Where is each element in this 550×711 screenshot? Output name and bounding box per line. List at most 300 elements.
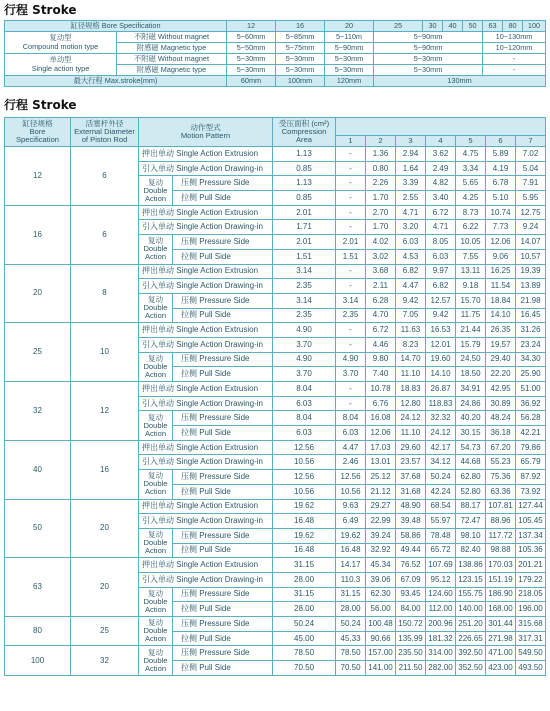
bore-cell: 40 <box>443 21 463 32</box>
value-cell: 12.75 <box>516 205 546 220</box>
value-cell: 34.12 <box>426 455 456 470</box>
value-cell: 65.79 <box>516 455 546 470</box>
bore-cell: 20 <box>325 21 374 32</box>
rod-header: 活塞杆外径 External Diameter of Piston Rod <box>71 118 139 147</box>
bore-cell: 32 <box>5 382 71 441</box>
value-cell: 1.70 <box>366 191 396 206</box>
motion-header: 动作型式 Motion Pattern <box>139 118 273 147</box>
pressure-side-label: 压侧 Pressure Side <box>173 528 273 543</box>
area-cell: 19.62 <box>273 528 336 543</box>
sub-type-label: 附感磁 Magnetic type <box>117 43 227 54</box>
value-cell: 9.63 <box>336 499 366 514</box>
value-cell: 9.97 <box>426 264 456 279</box>
value-cell: 118.83 <box>426 396 456 411</box>
area-cell: 45.00 <box>273 631 336 646</box>
stroke-cell: 5~30mm <box>325 65 374 76</box>
value-cell: 271.98 <box>486 631 516 646</box>
value-cell: 314.00 <box>426 646 456 661</box>
sub-type-label: 不附磁 Without magnet <box>117 32 227 43</box>
value-cell: 45.34 <box>366 558 396 573</box>
value-cell: 181.32 <box>426 631 456 646</box>
value-cell: 19.60 <box>426 352 456 367</box>
value-cell: 352.50 <box>456 661 486 676</box>
section1-title: 行程 Stroke <box>4 3 77 17</box>
stroke-cell: 5~85mm <box>276 32 325 43</box>
value-cell: 93.45 <box>396 587 426 602</box>
value-cell: 23.57 <box>396 455 426 470</box>
double-action-label: 复动 Double Action <box>139 411 173 440</box>
bore-header: 缸径规格 Bore Specification <box>5 118 71 147</box>
value-cell: 21.98 <box>516 293 546 308</box>
value-cell: 55.97 <box>426 514 456 529</box>
value-cell: 21.12 <box>366 484 396 499</box>
stroke-cell: 5~90mm <box>374 43 483 54</box>
value-cell: 28.00 <box>336 602 366 617</box>
value-cell: 4.47 <box>396 279 426 294</box>
value-cell: 6.22 <box>456 220 486 235</box>
stroke-cell: - <box>483 65 546 76</box>
value-cell: 6.49 <box>336 514 366 529</box>
table-row <box>5 323 546 338</box>
compound-type-label: 复动型 Compound motion type <box>5 32 117 54</box>
value-cell: 36.18 <box>486 426 516 441</box>
rod-cell: 20 <box>71 499 139 558</box>
value-cell: 42.21 <box>516 426 546 441</box>
value-cell: 493.50 <box>516 661 546 676</box>
value-cell: 70.50 <box>336 661 366 676</box>
value-cell: 2.11 <box>366 279 396 294</box>
value-cell: 110.3 <box>336 572 366 587</box>
value-cell: 14.10 <box>486 308 516 323</box>
value-cell: 8.05 <box>426 235 456 250</box>
value-cell: 50.24 <box>426 470 456 485</box>
value-cell: 2.35 <box>336 308 366 323</box>
value-cell: 23.24 <box>516 337 546 352</box>
area-cell: 1.13 <box>273 176 336 191</box>
value-cell: 168.00 <box>486 602 516 617</box>
bore-cell: 16 <box>276 21 325 32</box>
value-cell: - <box>336 337 366 352</box>
value-cell: 55.23 <box>486 455 516 470</box>
pressure-side-label: 压侧 Pressure Side <box>173 352 273 367</box>
value-cell: 37.68 <box>396 470 426 485</box>
area-cell: 4.90 <box>273 323 336 338</box>
value-cell: - <box>336 323 366 338</box>
motion-label: 引入单动 Single Action Drawing-in <box>139 161 273 176</box>
value-cell: 10.74 <box>486 205 516 220</box>
value-cell: 3.70 <box>336 367 366 382</box>
pull-side-label: 拉侧 Pull Side <box>173 249 273 264</box>
rod-cell: 20 <box>71 558 139 617</box>
motion-label: 押出单动 Single Action Extrusion <box>139 499 273 514</box>
value-cell: 117.72 <box>486 528 516 543</box>
value-cell: 179.22 <box>516 572 546 587</box>
value-cell: 4.19 <box>486 161 516 176</box>
value-cell: 4.71 <box>426 220 456 235</box>
value-cell: 2.49 <box>426 161 456 176</box>
value-cell: 6.72 <box>366 323 396 338</box>
area-cell: 6.03 <box>273 396 336 411</box>
value-cell: 11.54 <box>486 279 516 294</box>
value-cell: 62.80 <box>456 470 486 485</box>
value-cell: 63.36 <box>486 484 516 499</box>
stroke-cell: 5~75mm <box>276 43 325 54</box>
value-cell: 6.03 <box>396 235 426 250</box>
value-cell: 10.56 <box>336 484 366 499</box>
value-cell: 12.56 <box>336 470 366 485</box>
value-cell: 6.72 <box>426 205 456 220</box>
bore-cell: 12 <box>5 147 71 206</box>
value-cell: 3.34 <box>456 161 486 176</box>
value-cell: 8.04 <box>336 411 366 426</box>
value-cell: 6.28 <box>366 293 396 308</box>
value-cell: 79.86 <box>516 440 546 455</box>
sub-type-label: 附感磁 Magnetic type <box>117 65 227 76</box>
value-cell: 2.94 <box>396 147 426 162</box>
value-cell: - <box>336 264 366 279</box>
value-cell: 84.00 <box>396 602 426 617</box>
bore-cell: 40 <box>5 440 71 499</box>
table-row <box>5 264 546 279</box>
value-cell: 5.10 <box>486 191 516 206</box>
value-cell: 13.11 <box>456 264 486 279</box>
value-cell: 22.99 <box>366 514 396 529</box>
double-action-label: 复动 Double Action <box>139 587 173 616</box>
pressure-side-label: 压侧 Pressure Side <box>173 587 273 602</box>
area-header: 受压面积 (cm²) Compression Area <box>273 118 336 147</box>
value-cell: 9.80 <box>366 352 396 367</box>
value-cell: 26.87 <box>426 382 456 397</box>
value-cell: 67.20 <box>486 440 516 455</box>
double-action-label: 复动 Double Action <box>139 470 173 499</box>
value-cell: 11.10 <box>396 426 426 441</box>
value-cell: 42.24 <box>426 484 456 499</box>
area-cell: 3.14 <box>273 264 336 279</box>
table-row <box>5 382 546 397</box>
value-cell: 4.25 <box>456 191 486 206</box>
motion-label: 押出单动 Single Action Extrusion <box>139 147 273 162</box>
value-cell: 68.54 <box>426 499 456 514</box>
pull-side-label: 拉侧 Pull Side <box>173 484 273 499</box>
stroke-cell: 10~130mm <box>483 32 546 43</box>
rod-cell: 10 <box>71 323 139 382</box>
stroke-cell: 5~30mm <box>276 65 325 76</box>
value-cell: 13.01 <box>366 455 396 470</box>
value-cell: 11.75 <box>456 308 486 323</box>
area-cell: 2.35 <box>273 308 336 323</box>
value-cell: 12.57 <box>426 293 456 308</box>
value-cell: 471.00 <box>486 646 516 661</box>
value-cell: 100.48 <box>366 617 396 632</box>
value-cell: 549.50 <box>516 646 546 661</box>
stroke-cell: 5~30mm <box>374 65 483 76</box>
value-cell: - <box>336 220 366 235</box>
area-cell: 2.01 <box>273 235 336 250</box>
table-row <box>5 205 546 220</box>
value-cell: 7.55 <box>456 249 486 264</box>
value-cell: 3.02 <box>366 249 396 264</box>
value-cell: 76.52 <box>396 558 426 573</box>
value-cell: 39.48 <box>396 514 426 529</box>
value-cell: 30.89 <box>486 396 516 411</box>
stroke-range-table <box>4 20 546 87</box>
motion-label: 引入单动 Single Action Drawing-in <box>139 514 273 529</box>
value-cell: 7.91 <box>516 176 546 191</box>
value-cell: - <box>336 161 366 176</box>
value-cell: 8.23 <box>396 337 426 352</box>
pull-side-label: 拉侧 Pull Side <box>173 367 273 382</box>
value-cell: 392.50 <box>456 646 486 661</box>
value-cell: 9.06 <box>486 249 516 264</box>
value-cell: 107.69 <box>426 558 456 573</box>
stroke-cell: 5~110m <box>325 32 374 43</box>
motion-label: 押出单动 Single Action Extrusion <box>139 382 273 397</box>
value-cell: 7.73 <box>486 220 516 235</box>
value-cell: 88.17 <box>456 499 486 514</box>
value-cell: 9.18 <box>456 279 486 294</box>
value-cell: 58.86 <box>396 528 426 543</box>
value-cell: 282.00 <box>426 661 456 676</box>
value-cell: 32.92 <box>366 543 396 558</box>
value-cell: 87.92 <box>516 470 546 485</box>
value-cell: 24.50 <box>456 352 486 367</box>
rod-cell: 6 <box>71 205 139 264</box>
value-cell: 140.00 <box>456 602 486 617</box>
value-cell: 4.02 <box>366 235 396 250</box>
bore-cell: 12 <box>227 21 276 32</box>
motion-label: 押出单动 Single Action Extrusion <box>139 264 273 279</box>
area-cell: 50.24 <box>273 617 336 632</box>
value-cell: 155.75 <box>456 587 486 602</box>
pressure-side-label: 压侧 Pressure Side <box>173 235 273 250</box>
table-row <box>5 32 546 43</box>
bore-cell: 63 <box>483 21 503 32</box>
pull-side-label: 拉侧 Pull Side <box>173 308 273 323</box>
table-row <box>5 646 546 661</box>
value-cell: 11.63 <box>396 323 426 338</box>
stroke-cell: 5~60mm <box>227 32 276 43</box>
double-action-label: 复动 Double Action <box>139 646 173 675</box>
pull-side-label: 拉侧 Pull Side <box>173 631 273 646</box>
value-cell: 15.79 <box>456 337 486 352</box>
value-cell: 51.00 <box>516 382 546 397</box>
value-cell: 3.39 <box>396 176 426 191</box>
value-cell: 105.36 <box>516 543 546 558</box>
value-cell: 18.50 <box>456 367 486 382</box>
value-cell: 137.34 <box>516 528 546 543</box>
value-cell: 2.55 <box>396 191 426 206</box>
area-cell: 4.90 <box>273 352 336 367</box>
table-row <box>5 440 546 455</box>
value-cell: 32.32 <box>426 411 456 426</box>
value-cell: 1.36 <box>366 147 396 162</box>
area-cell: 12.56 <box>273 470 336 485</box>
value-cell: 17.03 <box>366 440 396 455</box>
value-cell: 226.65 <box>456 631 486 646</box>
area-cell: 2.01 <box>273 205 336 220</box>
stroke-col-header: 1 <box>336 136 366 147</box>
motion-label: 押出单动 Single Action Extrusion <box>139 205 273 220</box>
value-cell: 141.00 <box>366 661 396 676</box>
value-cell: 39.24 <box>366 528 396 543</box>
motion-label: 引入单动 Single Action Drawing-in <box>139 337 273 352</box>
value-cell: 11.10 <box>396 367 426 382</box>
value-cell: 10.05 <box>456 235 486 250</box>
section2-title: 行程 Stroke <box>4 98 77 112</box>
pressure-side-label: 压侧 Pressure Side <box>173 646 273 661</box>
value-cell: 127.44 <box>516 499 546 514</box>
value-cell: 24.12 <box>426 426 456 441</box>
motion-label: 引入单动 Single Action Drawing-in <box>139 455 273 470</box>
stroke-col-header: 3 <box>396 136 426 147</box>
area-cell: 19.62 <box>273 499 336 514</box>
value-cell: 34.30 <box>516 352 546 367</box>
value-cell: 0.80 <box>366 161 396 176</box>
area-cell: 16.48 <box>273 543 336 558</box>
value-cell: 25.90 <box>516 367 546 382</box>
value-cell: 5.04 <box>516 161 546 176</box>
value-cell: 2.70 <box>366 205 396 220</box>
single-type-label: 单动型 Single action type <box>5 54 117 76</box>
stroke-cell: 5~30mm <box>227 65 276 76</box>
value-cell: 82.40 <box>456 543 486 558</box>
max-stroke-cell: 100mm <box>276 76 325 87</box>
rod-cell: 6 <box>71 147 139 206</box>
value-cell: 12.06 <box>486 235 516 250</box>
value-cell: 42.95 <box>486 382 516 397</box>
value-cell: 186.90 <box>486 587 516 602</box>
rod-cell: 25 <box>71 617 139 646</box>
stroke-col-header: 7 <box>516 136 546 147</box>
value-cell: 16.53 <box>426 323 456 338</box>
motion-label: 押出单动 Single Action Extrusion <box>139 440 273 455</box>
area-cell: 78.50 <box>273 646 336 661</box>
area-cell: 31.15 <box>273 587 336 602</box>
max-stroke-cell: 120mm <box>325 76 374 87</box>
motion-label: 押出单动 Single Action Extrusion <box>139 558 273 573</box>
area-cell: 31.15 <box>273 558 336 573</box>
value-cell: 65.72 <box>426 543 456 558</box>
value-cell: 9.42 <box>396 293 426 308</box>
area-cell: 0.85 <box>273 161 336 176</box>
value-cell: 29.60 <box>396 440 426 455</box>
value-cell: 95.12 <box>426 572 456 587</box>
value-cell: 10.57 <box>516 249 546 264</box>
value-cell: 124.60 <box>426 587 456 602</box>
value-cell: 78.48 <box>426 528 456 543</box>
bore-cell: 16 <box>5 205 71 264</box>
value-cell: 5.95 <box>516 191 546 206</box>
pressure-side-label: 压侧 Pressure Side <box>173 470 273 485</box>
value-cell: 78.50 <box>336 646 366 661</box>
pull-side-label: 拉侧 Pull Side <box>173 661 273 676</box>
bore-cell: 50 <box>463 21 483 32</box>
value-cell: 301.44 <box>486 617 516 632</box>
stroke-col-header: 5 <box>456 136 486 147</box>
value-cell: 1.64 <box>396 161 426 176</box>
value-cell: 36.92 <box>516 396 546 411</box>
value-cell: 196.00 <box>516 602 546 617</box>
motion-label: 引入单动 Single Action Drawing-in <box>139 279 273 294</box>
table-row <box>5 76 546 87</box>
pull-side-label: 拉侧 Pull Side <box>173 602 273 617</box>
value-cell: 29.27 <box>366 499 396 514</box>
area-cell: 10.56 <box>273 484 336 499</box>
value-cell: 73.92 <box>516 484 546 499</box>
motion-label: 引入单动 Single Action Drawing-in <box>139 220 273 235</box>
value-cell: 7.40 <box>366 367 396 382</box>
value-cell: 67.09 <box>396 572 426 587</box>
area-cell: 1.71 <box>273 220 336 235</box>
value-cell: - <box>336 191 366 206</box>
rod-cell: 12 <box>71 382 139 441</box>
area-cell: 1.51 <box>273 249 336 264</box>
value-cell: 16.45 <box>516 308 546 323</box>
value-cell: - <box>336 279 366 294</box>
table-row <box>5 54 546 65</box>
value-cell: 48.24 <box>486 411 516 426</box>
pressure-side-label: 压侧 Pressure Side <box>173 617 273 632</box>
stroke-col-header: 2 <box>366 136 396 147</box>
stroke-header-blank <box>336 118 546 136</box>
value-cell: 52.80 <box>456 484 486 499</box>
bore-cell: 25 <box>5 323 71 382</box>
double-action-label: 复动 Double Action <box>139 293 173 322</box>
rod-cell: 32 <box>71 646 139 675</box>
stroke-col-header: 6 <box>486 136 516 147</box>
stroke-cell: - <box>483 54 546 65</box>
value-cell: 14.07 <box>516 235 546 250</box>
value-cell: 16.48 <box>336 543 366 558</box>
table-row <box>5 617 546 632</box>
value-cell: 138.86 <box>456 558 486 573</box>
value-cell: 13.89 <box>516 279 546 294</box>
value-cell: 1.70 <box>366 220 396 235</box>
value-cell: - <box>336 382 366 397</box>
value-cell: 3.68 <box>366 264 396 279</box>
value-cell: 34.91 <box>456 382 486 397</box>
value-cell: 170.03 <box>486 558 516 573</box>
value-cell: 50.24 <box>336 617 366 632</box>
max-stroke-label: 最大行程 Max.stroke(mm) <box>5 76 227 87</box>
pressure-side-label: 压侧 Pressure Side <box>173 293 273 308</box>
stroke-cell: 5~90mm <box>325 43 374 54</box>
area-cell: 12.56 <box>273 440 336 455</box>
value-cell: 6.82 <box>396 264 426 279</box>
value-cell: 14.10 <box>426 367 456 382</box>
value-cell: 112.00 <box>426 602 456 617</box>
value-cell: 9.42 <box>426 308 456 323</box>
value-cell: 9.24 <box>516 220 546 235</box>
value-cell: - <box>336 396 366 411</box>
double-action-label: 复动 Double Action <box>139 176 173 205</box>
bore-cell: 63 <box>5 558 71 617</box>
value-cell: 3.20 <box>396 220 426 235</box>
value-cell: 5.89 <box>486 147 516 162</box>
value-cell: 14.70 <box>396 352 426 367</box>
area-cell: 8.04 <box>273 382 336 397</box>
area-cell: 10.56 <box>273 455 336 470</box>
bore-cell: 25 <box>374 21 423 32</box>
value-cell: 150.72 <box>396 617 426 632</box>
bore-cell: 50 <box>5 499 71 558</box>
value-cell: 6.76 <box>366 396 396 411</box>
table-row <box>5 21 546 32</box>
bore-cell: 80 <box>5 617 71 646</box>
value-cell: 19.62 <box>336 528 366 543</box>
bore-cell: 30 <box>423 21 443 32</box>
stroke-col-header: 4 <box>426 136 456 147</box>
